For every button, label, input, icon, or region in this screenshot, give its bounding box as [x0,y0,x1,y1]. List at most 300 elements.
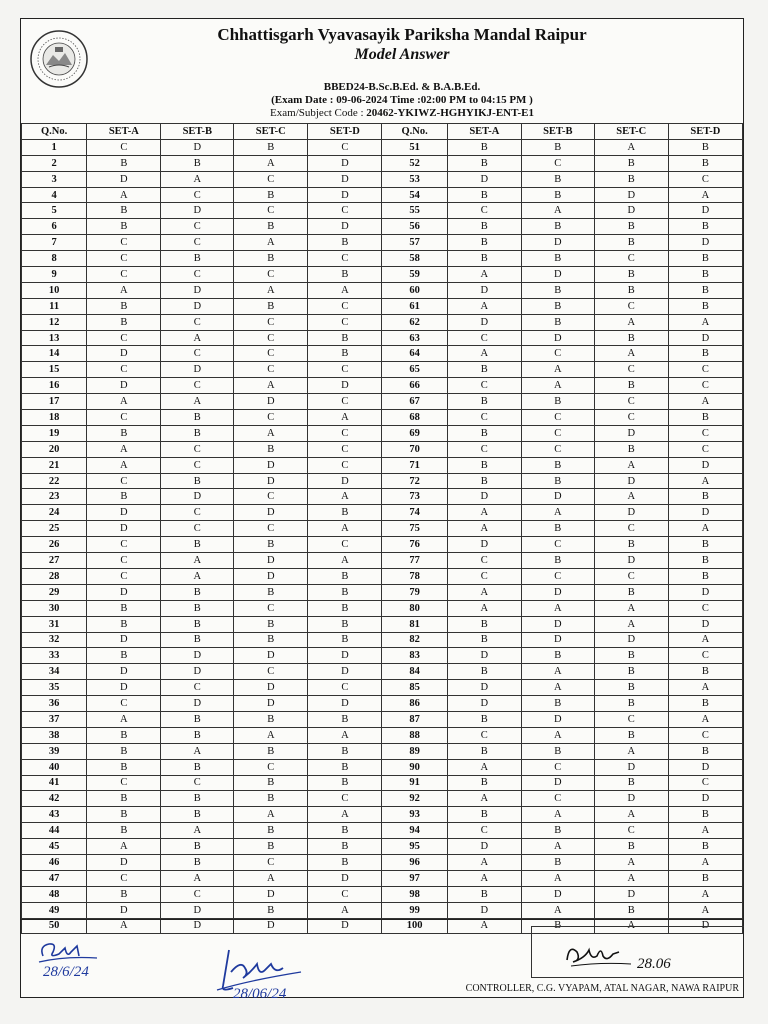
question-number-cell: 68 [382,410,447,426]
answer-cell: B [87,155,161,171]
answer-cell: A [234,378,308,394]
answer-cell: D [161,648,234,664]
answer-cell: D [87,346,161,362]
answer-cell: B [87,886,161,902]
answer-cell: B [87,648,161,664]
table-row [22,600,743,616]
answer-cell: D [447,839,521,855]
table-row [22,839,743,855]
question-number-cell: 55 [382,203,447,219]
question-number-cell: 86 [382,696,447,712]
answer-cell: D [308,171,382,187]
answer-cell: C [87,267,161,283]
answer-cell: C [668,378,742,394]
question-number-cell: 54 [382,187,447,203]
question-number-cell: 32 [22,632,87,648]
question-number-cell: 72 [382,473,447,489]
answer-cell: B [594,839,668,855]
question-number-cell: 91 [382,775,447,791]
answer-cell: A [234,235,308,251]
answer-cell: A [521,902,594,918]
answer-cell: A [308,902,382,918]
answer-cell: A [308,489,382,505]
question-number-cell: 29 [22,584,87,600]
answer-cell: B [521,282,594,298]
answer-cell: D [161,664,234,680]
question-number-cell: 27 [22,553,87,569]
question-number-cell: 22 [22,473,87,489]
answer-cell: D [668,584,742,600]
exam-name: BBED24-B.Sc.B.Ed. & B.A.B.Ed. [323,81,481,93]
answer-cell: D [234,568,308,584]
answer-cell: A [668,521,742,537]
answer-cell: B [447,139,521,155]
question-number-cell: 26 [22,537,87,553]
question-number-cell: 63 [382,330,447,346]
table-row [22,155,743,171]
answer-cell: A [447,759,521,775]
answer-cell: A [668,187,742,203]
column-header: Q.No. [22,124,87,140]
answer-cell: C [234,362,308,378]
question-number-cell: 28 [22,568,87,584]
answer-cell: D [234,473,308,489]
answer-cell: D [308,155,382,171]
table-row [22,298,743,314]
answer-cell: B [87,298,161,314]
answer-cell: D [594,791,668,807]
answer-cell: B [594,282,668,298]
answer-cell: B [87,727,161,743]
answer-cell: D [668,235,742,251]
answer-cell: A [87,457,161,473]
table-row [22,171,743,187]
answer-cell: B [668,251,742,267]
answer-cell: C [308,362,382,378]
answer-cell: B [594,775,668,791]
answer-cell: C [594,521,668,537]
answer-cell: B [447,235,521,251]
answer-cell: D [234,553,308,569]
answer-cell: B [521,394,594,410]
answer-cell: B [161,854,234,870]
question-number-cell: 35 [22,680,87,696]
question-number-cell: 83 [382,648,447,664]
column-header: SET-A [87,124,161,140]
answer-cell: B [668,139,742,155]
answer-cell: B [594,330,668,346]
answer-cell: B [447,807,521,823]
table-row [22,473,743,489]
answer-cell: D [308,648,382,664]
answer-cell: D [668,791,742,807]
answer-cell: D [668,457,742,473]
answer-cell: C [447,441,521,457]
answer-cell: B [161,632,234,648]
answer-cell: A [668,680,742,696]
answer-cell: A [594,616,668,632]
answer-cell: C [308,441,382,457]
answer-cell: B [521,457,594,473]
answer-cell: C [594,410,668,426]
answer-cell: C [161,378,234,394]
answer-cell: B [521,298,594,314]
answer-cell: A [447,791,521,807]
answer-cell: A [87,282,161,298]
answer-cell: A [594,314,668,330]
answer-cell: D [594,505,668,521]
answer-cell: C [668,425,742,441]
answer-cell: D [87,632,161,648]
answer-cell: C [87,696,161,712]
table-row [22,632,743,648]
answer-cell: A [668,854,742,870]
answer-cell: B [87,489,161,505]
answer-cell: C [447,727,521,743]
question-number-cell: 17 [22,394,87,410]
answer-cell: C [87,362,161,378]
answer-cell: C [87,330,161,346]
answer-cell: C [668,727,742,743]
answer-cell: B [447,664,521,680]
answer-cell: B [308,346,382,362]
answer-cell: D [594,187,668,203]
answer-cell: D [87,902,161,918]
answer-cell: B [234,616,308,632]
answer-cell: A [234,727,308,743]
answer-cell: B [308,235,382,251]
answer-cell: D [521,775,594,791]
question-number-cell: 99 [382,902,447,918]
signature-3 [561,934,691,974]
answer-cell: C [87,251,161,267]
answer-cell: D [308,219,382,235]
answer-cell: C [234,346,308,362]
question-number-cell: 48 [22,886,87,902]
answer-cell: B [308,775,382,791]
question-number-cell: 39 [22,743,87,759]
answer-cell: B [234,139,308,155]
question-number-cell: 21 [22,457,87,473]
answer-cell: A [668,711,742,727]
answer-cell: B [668,219,742,235]
answer-cell: B [308,267,382,283]
question-number-cell: 70 [382,441,447,457]
answer-cell: C [161,505,234,521]
answer-cell: C [234,267,308,283]
question-number-cell: 56 [382,219,447,235]
answer-cell: B [308,584,382,600]
answer-cell: D [234,648,308,664]
answer-cell: A [308,807,382,823]
answer-cell: B [87,823,161,839]
question-number-cell: 37 [22,711,87,727]
table-row [22,235,743,251]
answer-cell: C [521,537,594,553]
answer-cell: B [161,807,234,823]
table-row [22,425,743,441]
answer-cell: B [447,251,521,267]
answer-cell: B [308,568,382,584]
answer-cell: B [161,584,234,600]
answer-cell: B [668,568,742,584]
answer-cell: C [234,854,308,870]
question-number-cell: 34 [22,664,87,680]
answer-cell: B [521,171,594,187]
table-row [22,219,743,235]
answer-cell: B [308,711,382,727]
table-row [22,711,743,727]
table-header-row [22,124,743,140]
answer-cell: C [308,680,382,696]
answer-cell: C [594,298,668,314]
answer-cell: A [594,346,668,362]
answer-cell: C [308,537,382,553]
table-row [22,743,743,759]
question-number-cell: 7 [22,235,87,251]
answer-cell: C [161,775,234,791]
answer-cell: B [447,616,521,632]
signature-2 [211,942,321,1002]
answer-cell: A [308,521,382,537]
answer-cell: D [87,680,161,696]
question-number-cell: 16 [22,378,87,394]
answer-cell: B [594,648,668,664]
answer-cell: B [161,537,234,553]
answer-cell: B [668,267,742,283]
answer-key-table [21,123,743,934]
answer-cell: D [668,918,742,934]
question-number-cell: 25 [22,521,87,537]
table-row [22,648,743,664]
answer-sheet-page [20,18,744,1002]
answer-cell: A [87,394,161,410]
answer-cell: A [521,807,594,823]
column-header: SET-D [668,124,742,140]
answer-cell: D [447,314,521,330]
answer-cell: A [161,394,234,410]
header [21,19,743,119]
answer-cell: B [668,489,742,505]
table-row [22,410,743,426]
answer-cell: A [594,743,668,759]
answer-cell: B [521,553,594,569]
answer-cell: B [447,362,521,378]
answer-cell: B [594,235,668,251]
answer-cell: B [447,473,521,489]
answer-cell: B [594,155,668,171]
subject-code-label: Exam/Subject Code : [270,107,364,119]
question-number-cell: 30 [22,600,87,616]
answer-cell: A [668,473,742,489]
answer-cell: C [668,600,742,616]
answer-cell: C [668,441,742,457]
column-header: SET-D [308,124,382,140]
table-row [22,553,743,569]
answer-cell: D [447,696,521,712]
answer-cell: A [447,505,521,521]
answer-cell: C [668,171,742,187]
answer-cell: A [594,600,668,616]
question-number-cell: 92 [382,791,447,807]
question-number-cell: 88 [382,727,447,743]
answer-cell: B [234,584,308,600]
table-row [22,505,743,521]
answer-cell: D [87,521,161,537]
answer-cell: D [521,235,594,251]
answer-cell: D [161,362,234,378]
answer-cell: C [594,251,668,267]
answer-cell: B [87,203,161,219]
answer-cell: A [521,870,594,886]
answer-cell: B [308,759,382,775]
answer-cell: B [234,902,308,918]
answer-cell: B [234,219,308,235]
answer-cell: A [668,394,742,410]
answer-cell: D [594,886,668,902]
answer-cell: D [447,171,521,187]
question-number-cell: 80 [382,600,447,616]
answer-cell: B [161,616,234,632]
answer-cell: C [594,711,668,727]
answer-cell: D [161,918,234,934]
answer-cell: A [521,839,594,855]
answer-cell: A [308,410,382,426]
question-number-cell: 64 [382,346,447,362]
answer-cell: B [521,648,594,664]
answer-cell: C [87,568,161,584]
answer-cell: C [234,203,308,219]
question-number-cell: 15 [22,362,87,378]
answer-cell: B [594,696,668,712]
table-row [22,362,743,378]
answer-cell: A [521,664,594,680]
answer-cell: C [87,410,161,426]
question-number-cell: 38 [22,727,87,743]
answer-cell: B [87,600,161,616]
question-number-cell: 12 [22,314,87,330]
question-number-cell: 20 [22,441,87,457]
answer-cell: B [594,171,668,187]
table-row [22,870,743,886]
answer-cell: D [447,489,521,505]
answer-cell: A [161,330,234,346]
answer-cell: B [521,854,594,870]
answer-cell: C [521,425,594,441]
answer-cell: A [447,298,521,314]
answer-cell: B [234,187,308,203]
answer-cell: C [234,171,308,187]
answer-cell: B [234,441,308,457]
answer-cell: B [521,743,594,759]
answer-cell: A [447,870,521,886]
answer-cell: C [161,267,234,283]
answer-cell: B [308,839,382,855]
answer-cell: A [87,839,161,855]
table-row [22,139,743,155]
signature-3-date: 28.06 [637,956,671,972]
answer-cell: A [668,886,742,902]
answer-cell: B [87,807,161,823]
answer-cell: C [308,425,382,441]
answer-cell: D [161,298,234,314]
answer-cell: B [161,425,234,441]
column-header: SET-B [161,124,234,140]
question-number-cell: 93 [382,807,447,823]
answer-cell: B [234,537,308,553]
question-number-cell: 1 [22,139,87,155]
answer-cell: D [521,886,594,902]
question-number-cell: 44 [22,823,87,839]
answer-cell: A [521,362,594,378]
controller-caption: CONTROLLER, C.G. VYAPAM, ATAL NAGAR, NAWA RAIPUR [465,983,739,994]
answer-cell: D [234,886,308,902]
answer-cell: B [87,759,161,775]
question-number-cell: 51 [382,139,447,155]
answer-cell: D [234,457,308,473]
answer-cell: D [161,282,234,298]
signature-2-date: 28/06/24 [233,986,287,1002]
answer-cell: A [234,807,308,823]
question-number-cell: 33 [22,648,87,664]
question-number-cell: 31 [22,616,87,632]
answer-cell: D [668,203,742,219]
answer-cell: C [308,457,382,473]
answer-cell: C [87,537,161,553]
exam-subject-code [21,107,743,119]
table-row [22,346,743,362]
answer-cell: C [521,441,594,457]
question-number-cell: 77 [382,553,447,569]
signature-footer [21,919,743,1002]
answer-cell: C [594,362,668,378]
answer-cell: C [447,410,521,426]
answer-cell: D [308,696,382,712]
answer-cell: A [308,553,382,569]
answer-cell: B [521,918,594,934]
answer-cell: B [161,410,234,426]
answer-cell: B [447,711,521,727]
answer-cell: B [308,743,382,759]
answer-cell: D [447,282,521,298]
question-number-cell: 6 [22,219,87,235]
question-number-cell: 62 [382,314,447,330]
answer-cell: B [521,473,594,489]
question-number-cell: 50 [22,918,87,934]
question-number-cell: 41 [22,775,87,791]
question-number-cell: 100 [382,918,447,934]
answer-cell: B [87,791,161,807]
answer-cell: C [594,394,668,410]
answer-cell: C [87,139,161,155]
answer-cell: C [308,298,382,314]
question-number-cell: 3 [22,171,87,187]
answer-cell: C [87,235,161,251]
answer-cell: A [594,457,668,473]
answer-cell: D [521,584,594,600]
answer-cell: C [668,362,742,378]
answer-cell: D [521,489,594,505]
answer-cell: B [447,886,521,902]
answer-cell: B [594,441,668,457]
answer-cell: D [447,680,521,696]
answer-cell: D [161,902,234,918]
answer-cell: B [521,251,594,267]
question-number-cell: 57 [382,235,447,251]
question-number-cell: 85 [382,680,447,696]
answer-cell: C [161,680,234,696]
answer-cell: C [308,791,382,807]
